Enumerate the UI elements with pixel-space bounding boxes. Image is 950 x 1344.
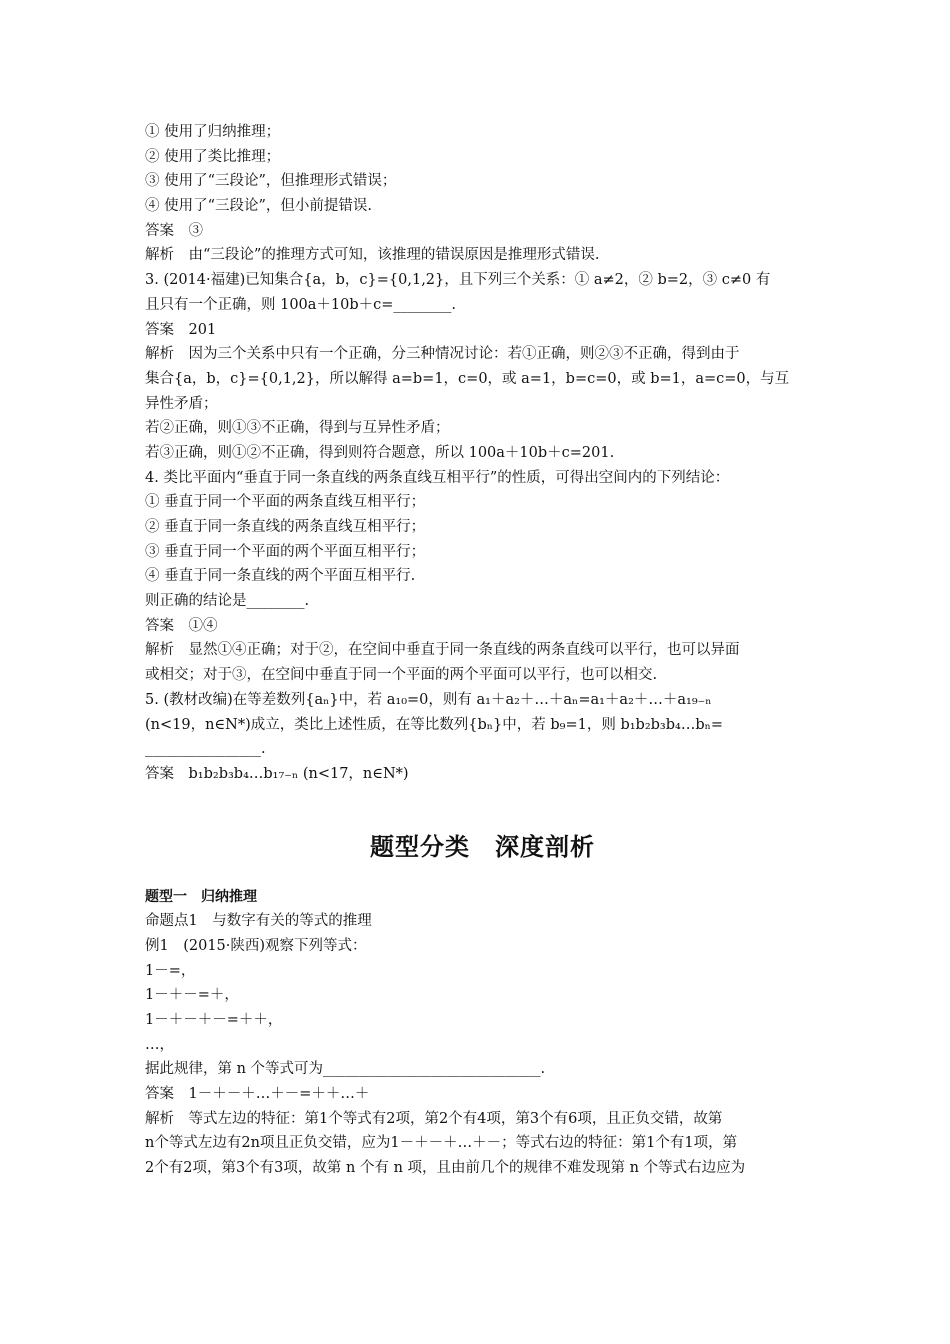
text-line: 解析 等式左边的特征：第1个等式有2项，第2个有4项，第3个有6项，且正负交错，故第 bbox=[145, 1110, 723, 1127]
text-line: n个等式左边有2n项且正负交错，应为1－＋－＋…＋－；等式右边的特征：第1个有1项，第 bbox=[145, 1135, 738, 1152]
text-line: ② 使用了类比推理； bbox=[145, 148, 281, 165]
text-line: 2个有2项，第3个有3项，故第 n 个有 n 项，且由前几个的规律不难发现第 n 个等式右边应为 bbox=[145, 1160, 746, 1177]
text-line: 解析 因为三个关系中只有一个正确，分三种情况讨论：若①正确，则②③不正确，得到由于 bbox=[145, 346, 740, 363]
text-line: 则正确的结论是________. bbox=[145, 593, 310, 610]
text-line: 答案 201 bbox=[145, 321, 217, 338]
document-page bbox=[145, 120, 820, 1181]
text-line: ④ 使用了“三段论”，但小前提错误. bbox=[145, 198, 373, 215]
text-line: 答案 1－＋－＋…＋－=＋＋…＋ bbox=[145, 1086, 370, 1103]
text-line: 1－＋－＋－=＋＋， bbox=[145, 1012, 283, 1028]
text-line: 或相交；对于③，在空间中垂直于同一个平面的两个平面可以平行，也可以相交. bbox=[145, 667, 658, 684]
text-line: ________________. bbox=[145, 741, 266, 758]
text-line: (n<19，n∈N*)成立，类比上述性质，在等比数列{bₙ}中，若 b₉=1，则 b₁b₂b₃b₄…bₙ= bbox=[145, 716, 724, 733]
content-block-bottom bbox=[145, 909, 820, 1181]
text-line: ③ 使用了“三段论”，但推理形式错误； bbox=[145, 173, 397, 190]
text-line: 例1 (2015·陕西)观察下列等式： bbox=[145, 937, 367, 954]
text-line: 1－＋－=＋， bbox=[145, 987, 239, 1004]
text-line: 解析 由“三段论”的推理方式可知，该推理的错误原因是推理形式错误. bbox=[145, 247, 600, 264]
text-line: 答案 ①④ bbox=[145, 617, 218, 634]
text-line: ④ 垂直于同一条直线的两个平面互相平行. bbox=[145, 568, 416, 585]
text-line: ① 使用了归纳推理； bbox=[145, 124, 281, 140]
text-line: 若②正确，则①③不正确，得到与互异性矛盾； bbox=[145, 420, 450, 437]
text-line: ② 垂直于同一条直线的两条直线互相平行； bbox=[145, 519, 426, 535]
text-line: 若③正确，则①②不正确，得到则符合题意，所以 100a＋10b＋c=201. bbox=[145, 444, 615, 461]
content-block-top bbox=[145, 120, 820, 787]
text-line: 3. (2014·福建)已知集合{a，b，c}={0,1,2}，且下列三个关系：① a≠2，② b=2，③ c≠0 有 bbox=[145, 272, 771, 289]
topic-title: 题型一 归纳推理 bbox=[145, 888, 257, 905]
text-line: 答案 ③ bbox=[145, 222, 203, 239]
text-line: 异性矛盾； bbox=[145, 395, 218, 412]
section-heading: 题型分类 深度剖析 bbox=[370, 832, 595, 861]
text-line: 据此规律，第 n 个等式可为______________________________. bbox=[145, 1061, 546, 1078]
text-line: 5. (教材改编)在等差数列{aₙ}中，若 a₁₀=0，则有 a₁＋a₂＋…＋aₙ=a₁＋a₂＋…＋a₁₉₋ₙ bbox=[145, 691, 712, 708]
text-line: 解析 显然①④正确；对于②，在空间中垂直于同一条直线的两条直线可以平行，也可以异面 bbox=[145, 642, 740, 659]
text-line: …， bbox=[145, 1036, 174, 1053]
text-line: 命题点1 与数字有关的等式的推理 bbox=[145, 913, 372, 930]
text-line: 且只有一个正确，则 100a＋10b＋c=________. bbox=[145, 296, 457, 313]
text-line: ① 垂直于同一个平面的两条直线互相平行； bbox=[145, 494, 426, 511]
text-line: 1－=， bbox=[145, 962, 196, 979]
text-line: 答案 b₁b₂b₃b₄…b₁₇₋ₙ (n<17，n∈N*) bbox=[145, 765, 409, 782]
text-line: 4. 类比平面内“垂直于同一条直线的两条直线互相平行”的性质，可得出空间内的下列结论： bbox=[145, 469, 730, 486]
text-line: 集合{a，b，c}={0,1,2}，所以解得 a=b=1，c=0，或 a=1，b=c=0，或 b=1，a=c=0，与互 bbox=[145, 370, 790, 387]
text-line: ③ 垂直于同一个平面的两个平面互相平行； bbox=[145, 543, 426, 560]
